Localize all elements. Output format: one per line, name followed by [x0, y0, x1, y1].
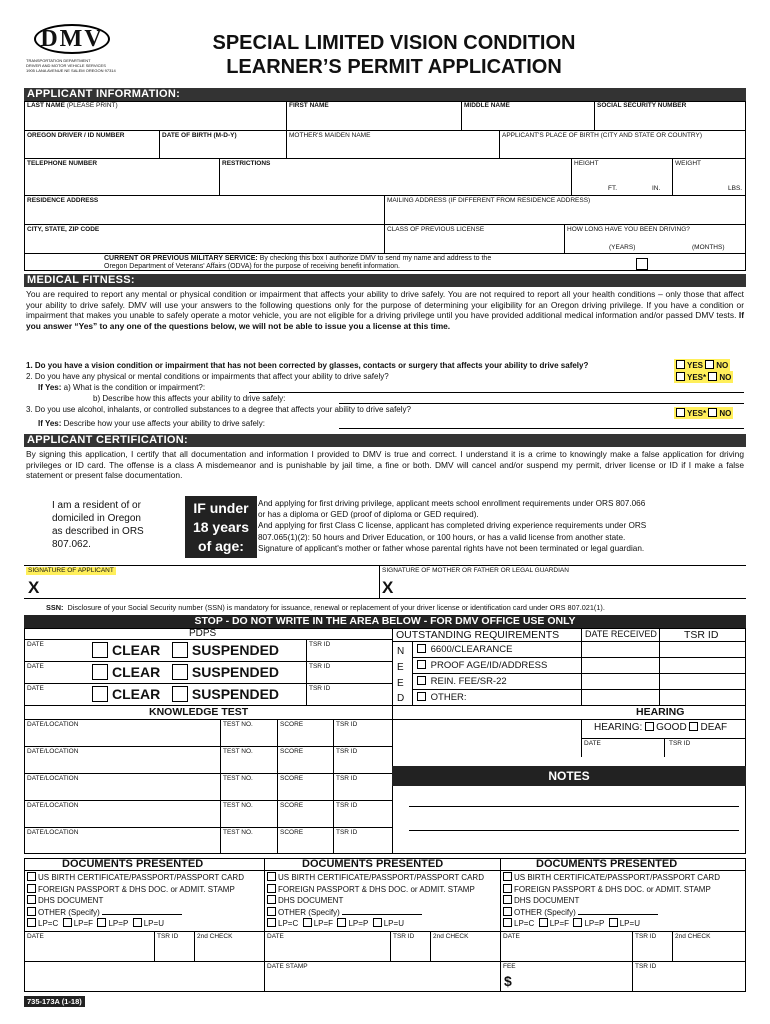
documents-title-1: DOCUMENTS PRESENTED [62, 858, 204, 870]
kt-row-1: DATE/LOCATION [27, 721, 79, 728]
hearing-options: HEARING: GOOD DEAF [594, 722, 728, 733]
knowledge-test-label: KNOWLEDGE TEST [149, 706, 249, 718]
doc2-lpf-checkbox[interactable] [303, 918, 312, 927]
doc3-lpc-checkbox[interactable] [503, 918, 512, 927]
title-line-2: LEARNER’S PERMIT APPLICATION [226, 56, 562, 78]
doc1-dhs-checkbox[interactable] [27, 895, 36, 904]
q2b-answer-line[interactable] [339, 403, 744, 404]
applicant-info-header: APPLICANT INFORMATION: [24, 88, 746, 101]
doc1-other-checkbox[interactable] [27, 907, 36, 916]
documents-title-2: DOCUMENTS PRESENTED [302, 858, 444, 870]
question-2: 2. Do you have any physical or mental conditions or impairments that affect your ability to drive safely? [26, 372, 389, 381]
doc3-lpu-checkbox[interactable] [609, 918, 618, 927]
military-checkbox[interactable] [636, 258, 648, 270]
q2-no-checkbox[interactable] [708, 372, 717, 381]
doc2-foreign-passport-checkbox[interactable] [267, 884, 276, 893]
applicant-signature-field[interactable]: X [28, 578, 40, 597]
mailing-address-field[interactable]: MAILING ADDRESS (IF DIFFERENT FROM RESIDENCE ADDRESS) [387, 197, 591, 204]
doc3-birth-cert-checkbox[interactable] [503, 872, 512, 881]
applicant-signature-label: SIGNATURE OF APPLICANT [28, 567, 114, 574]
pdps-row-1: CLEAR SUSPENDED [92, 642, 279, 658]
doc3-foreign-passport-checkbox[interactable] [503, 884, 512, 893]
kt-row-3: DATE/LOCATION [27, 775, 79, 782]
last-name-field[interactable]: LAST NAME (PLEASE PRINT) [27, 102, 118, 109]
certification-header: APPLICANT CERTIFICATION: [24, 434, 746, 447]
doc2-lpp-checkbox[interactable] [337, 918, 346, 927]
fee-label: FEE [503, 963, 516, 970]
req-other: OTHER: [417, 692, 467, 703]
tsr-id-header: TSR ID [684, 629, 719, 641]
fee-dollar[interactable]: $ [504, 973, 512, 989]
certification-text: By signing this application, I certify that all documentation and information I provided to DMV is true and correct. I understand it is a crime to knowingly make a false application for driving privileges or ID card. The offense is a class A misdemeanor and is punishable by jail time, a fine or both. DMV will cancel and/or suspend my permit, driver license or ID if I make a false statement or present false documentation. [26, 449, 744, 481]
dob-field[interactable]: DATE OF BIRTH (M-D-Y) [162, 132, 237, 139]
clear-checkbox-3[interactable] [92, 686, 108, 702]
dmv-logo-mark: DMV [34, 24, 110, 54]
date-received-label: DATE RECEIVED [585, 629, 657, 639]
doc3-lpp-checkbox[interactable] [573, 918, 582, 927]
military-service-text: CURRENT OR PREVIOUS MILITARY SERVICE: By checking this box I authorize DMV to send my name and address to the Oregon Department of Veterans' Affairs (ODVA) for the purpose of receiving benefit information. [104, 255, 492, 270]
under-18-text: And applying for first driving privilege, applicant meets school enrollment requirements under ORS 807.066 or has a diploma or GED (proof of diploma or GED required). And applying for first Class C license, applicant has completed driving experience requirements under ORS 807.065(1)(2): 50 hours and Driver Education, or 100 hours, or has a valid license from another state. Signature of applicant's mother or father whose parental rights have not been terminated or legal guardian. [258, 499, 647, 553]
doc1-lpu-checkbox[interactable] [133, 918, 142, 927]
birthplace-field[interactable]: APPLICANT'S PLACE OF BIRTH (CITY AND STATE OR COUNTRY) [502, 132, 703, 139]
middle-name-field[interactable]: MIDDLE NAME [464, 102, 510, 109]
q3-no-checkbox[interactable] [708, 408, 717, 417]
doc3-lpf-checkbox[interactable] [539, 918, 548, 927]
req-proof: PROOF AGE/ID/ADDRESS [417, 660, 547, 671]
title-line-1: SPECIAL LIMITED VISION CONDITION [212, 32, 576, 54]
req-rein-fee: REIN. FEE/SR-22 [417, 676, 507, 687]
how-long-driving-field[interactable]: HOW LONG HAVE YOU BEEN DRIVING? [567, 226, 690, 233]
hearing-label: HEARING [636, 706, 685, 718]
pdps-row-3: CLEAR SUSPENDED [92, 686, 279, 702]
q2-yes-checkbox[interactable] [676, 372, 685, 381]
question-2b: b) Describe how this affects your ability to drive safely: [93, 394, 286, 403]
ssn-disclosure: SSN: Disclosure of your Social Security number (SSN) is mandatory for issuance, renewal or replacement of your driver license or identification card under ORS 807.021(1). [46, 603, 605, 612]
kt-row-4: DATE/LOCATION [27, 802, 79, 809]
doc1-items: US BIRTH CERTIFICATE/PASSPORT/PASSPORT CARD FOREIGN PASSPORT & DHS DOC. or ADMIT. STAMP DHS DOCUMENT OTHER (Specify) LP=C LP=F LP=P LP=U [27, 872, 244, 930]
doc1-lpf-checkbox[interactable] [63, 918, 72, 927]
req-6600-checkbox[interactable] [417, 644, 426, 653]
form-page: DMV TRANSPORTATION DEPARTMENT DRIVER AND MOTOR VEHICLE SERVICES 1905 LANA AVENUE NE SALEM OREGON 97314 SPECIAL LIMITED VISION CONDITION LEARNER’S PERMIT APPLICATION APPLICANT INFORMATION: LAST NAME (PLEASE PRINT) FIRST NAME MIDDLE NAME SOCIAL SECURITY NUMBER OREGON DRIVER / ID NUMBER DATE OF BIRTH (M-D-Y) MOTHER'S MAIDEN NAME APPLICANT'S PLACE OF BIRTH (CITY AND STATE OR COUNTRY) TELEPHONE NUMBER RESTRICTIONS HEIGHT FT. IN. WEIGHT LBS. RESIDENCE ADDRESS MAILING ADDRESS (IF DIFFERENT FROM RESIDENCE ADDRESS) CITY, STATE, ZIP CODE CLASS OF PREVIOUS LICENSE HOW LONG HAVE YOU BEEN DRIVING? (YEARS) (MONTHS) CURRENT OR PREVIOUS MILITARY SERVICE: By checking this box I authorize DMV to send my name and address to the Oregon Department of Veterans' Affairs (ODVA) for the purpose of receiving benefit information. MEDICAL FITNESS: You are required to report any mental or physical condition or impairment that affects your ability to drive safely. You are not required to report all your health conditions – only those that affect your ability to drive safely. DMV will use your answers to the following questions only for the purpose of determining your eligibility for an Oregon driving privilege. If you have a condition or impairment that makes you unable to safely operate a motor vehicle, you are not eligible for a driving privilege until you have provided additional medical information and/or passed DMV tests. If you answer “Yes” to any one of the questions below, we will not be able to issue you a license at this time. 1. Do you have a vision condition or impairment that has not been corrected by glasses, contacts or surgery that affects your ability to drive safely? YES NO 2. Do you have any physical or mental conditions or impairments that affect your ability to drive safely? YES* NO If Yes: a) What is the condition or impairment?: b) Describe how this affects your ability to drive safely: 3. Do you use alcohol, inhalants, or controlled substances to a degree that affects your ability to drive safely? YES* NO If Yes: Describe how your use affects your ability to drive safely: APPLICANT CERTIFICATION: By signing this application, I certify that all documentation and information I provided to DMV is true and correct. I understand it is a crime to knowingly make a false application for driving privileges or ID card. The offense is a class A misdemeanor and is punishable by jail time, a fine or both. DMV will cancel and/or suspend my permit, driver license or ID if I make a false statement or present false documentation. I am a resident of or domiciled in Oregon as described in ORS 807.062. IF under 18 years of age: And applying for first driving privilege, applicant meets school enrollment requirements under ORS 807.066 or has a diploma or GED (proof of diploma or GED required). And applying for first Class C license, applicant has completed driving experience requirements under ORS 807.065(1)(2): 50 hours and Driver Education, or 100 hours, or has a valid license from another state. Signature of applicant's mother or father whose parental rights have not been terminated or legal guardian. SIGNATURE OF APPLICANT X SIGNATURE OF MOTHER OR FATHER OR LEGAL GUARDIAN X SSN: Disclosure of your Social Security number (SSN) is mandatory for issuance, renewal or replacement of your driver license or identification card under ORS 807.021(1). STOP - DO NOT WRITE IN THE AREA BELOW - FOR DMV OFFICE USE ONLY PDPS DATE CLEAR SUSPENDED TSR ID DATE CLEAR SUSPENDED TSR ID DATE CLEAR SUSPENDED TSR ID OUTSTANDING REQUIREMENTS DATE RECEIVED TSR ID N E E D 6600/CLEARANCE PROOF AGE/ID/ADDRESS REIN. FEE/SR-22 OTHER: KNOWLEDGE TEST DATE/LOCATION TEST NO. SCORE TSR ID DATE/LOCATION TEST NO. SCORE TSR ID DATE/LOCATION TEST NO. SCORE TSR ID DATE/LOCATION TEST NO. SCORE TSR ID DATE/LOCATION TEST NO. SCORE TSR ID HEARING HEARING: GOOD DEAF DATE TSR ID NOTES DOCUMENTS PRESENTED US BIRTH CERTIFICATE/PASSPORT/PASSPORT CARD FOREIGN PASSPORT & DHS DOC. or ADMIT. STAMP DHS DOCUMENT OTHER (Specify) LP=C LP=F LP=P LP=U DATE TSR ID 2nd CHECK DOCUMENTS PRESENTED US BIRTH CERTIFICATE/PASSPORT/PASSPORT CARD FOREIGN PASSPORT & DHS DOC. or ADMIT. STAMP DHS DOCUMENT OTHER (Specify) LP=C LP=F LP=P LP=U DATE TSR ID 2nd CHECK DATE STAMP DOCUMENTS PRESENTED US BIRTH CERTIFICATE/PASSPORT/PASSPORT CARD FOREIGN PASSPORT & DHS DOC. or ADMIT. STAMP DHS DOCUMENT OTHER (Specify) LP=C LP=F LP=P LP=U DATE TSR ID 2nd CHECK FEE $ TSR ID 735-173A (1-18) [24, 22, 746, 1006]
question-1: 1. Do you have a vision condition or impairment that has not been corrected by glasses, contacts or surgery that affects your ability to drive safely? [26, 361, 589, 370]
doc2-lpu-checkbox[interactable] [373, 918, 382, 927]
notes-header: NOTES [392, 766, 746, 786]
parent-signature-label: SIGNATURE OF MOTHER OR FATHER OR LEGAL GUARDIAN [382, 567, 569, 574]
suspended-checkbox-1[interactable] [172, 642, 188, 658]
ssn-field[interactable]: SOCIAL SECURITY NUMBER [597, 102, 687, 109]
doc1-lpc-checkbox[interactable] [27, 918, 36, 927]
q3-yes-no: YES* NO [674, 407, 733, 419]
doc1-lpp-checkbox[interactable] [97, 918, 106, 927]
date-stamp-label: DATE STAMP [267, 963, 308, 970]
office-use-banner: STOP - DO NOT WRITE IN THE AREA BELOW - FOR DMV OFFICE USE ONLY [24, 615, 746, 628]
medical-fitness-header: MEDICAL FITNESS: [24, 274, 746, 287]
doc3-items: US BIRTH CERTIFICATE/PASSPORT/PASSPORT CARD FOREIGN PASSPORT & DHS DOC. or ADMIT. STAMP DHS DOCUMENT OTHER (Specify) LP=C LP=F LP=P LP=U [503, 872, 720, 930]
req-proof-checkbox[interactable] [417, 660, 426, 669]
q1-no-checkbox[interactable] [705, 360, 714, 369]
maiden-name-field[interactable]: MOTHER'S MAIDEN NAME [289, 132, 371, 139]
doc2-other-checkbox[interactable] [267, 907, 276, 916]
q3-yes-checkbox[interactable] [676, 408, 685, 417]
q2a-answer-line[interactable] [249, 392, 744, 393]
pdps-date-1: DATE [27, 641, 44, 648]
documents-title-3: DOCUMENTS PRESENTED [536, 858, 678, 870]
pdps-row-2: CLEAR SUSPENDED [92, 664, 279, 680]
doc3-other-checkbox[interactable] [503, 907, 512, 916]
kt-row-5: DATE/LOCATION [27, 829, 79, 836]
pdps-date-2: DATE [27, 663, 44, 670]
question-3a: If Yes: Describe how your use affects your ability to drive safely: [38, 419, 265, 428]
first-name-field[interactable]: FIRST NAME [289, 102, 329, 109]
doc2-items: US BIRTH CERTIFICATE/PASSPORT/PASSPORT CARD FOREIGN PASSPORT & DHS DOC. or ADMIT. STAMP DHS DOCUMENT OTHER (Specify) LP=C LP=F LP=P LP=U [267, 872, 484, 930]
doc1-birth-cert-checkbox[interactable] [27, 872, 36, 881]
resident-statement: I am a resident of or domiciled in Oregon as described in ORS 807.062. [52, 500, 144, 550]
dl-number-field[interactable]: OREGON DRIVER / ID NUMBER [27, 132, 125, 139]
req-other-checkbox[interactable] [417, 692, 426, 701]
hearing-deaf-checkbox[interactable] [689, 722, 698, 731]
notes-line-1[interactable] [409, 806, 739, 807]
pdps-date-3: DATE [27, 685, 44, 692]
hearing-good-checkbox[interactable] [645, 722, 654, 731]
q2-yes-no: YES* NO [674, 371, 733, 383]
doc3-dhs-checkbox[interactable] [503, 895, 512, 904]
suspended-checkbox-2[interactable] [172, 664, 188, 680]
restrictions-field[interactable]: RESTRICTIONS [222, 160, 271, 167]
req-rein-checkbox[interactable] [417, 676, 426, 685]
class-previous-license-field[interactable]: CLASS OF PREVIOUS LICENSE [387, 226, 485, 233]
q3a-answer-line[interactable] [339, 428, 744, 429]
outstanding-requirements-label: OUTSTANDING REQUIREMENTS [396, 629, 560, 641]
residence-address-field[interactable]: RESIDENCE ADDRESS [27, 197, 99, 204]
parent-signature-field[interactable]: X [382, 578, 394, 597]
clear-checkbox-2[interactable] [92, 664, 108, 680]
weight-field[interactable]: WEIGHT [675, 160, 701, 167]
doc1-foreign-passport-checkbox[interactable] [27, 884, 36, 893]
city-state-zip-field[interactable]: CITY, STATE, ZIP CODE [27, 226, 100, 233]
notes-line-2[interactable] [409, 830, 739, 831]
req-6600: 6600/CLEARANCE [417, 644, 513, 655]
question-3: 3. Do you use alcohol, inhalants, or controlled substances to a degree that affects your ability to drive safely? [26, 405, 411, 414]
applicant-info-grid [24, 101, 746, 271]
doc2-lpc-checkbox[interactable] [267, 918, 276, 927]
q1-yes-checkbox[interactable] [676, 360, 685, 369]
question-2a: If Yes: a) What is the condition or impairment?: [38, 383, 206, 392]
telephone-field[interactable]: TELEPHONE NUMBER [27, 160, 98, 167]
suspended-checkbox-3[interactable] [172, 686, 188, 702]
height-field[interactable]: HEIGHT [574, 160, 599, 167]
dmv-logo: DMV TRANSPORTATION DEPARTMENT DRIVER AND MOTOR VEHICLE SERVICES 1905 LANA AVENUE NE SALEM OREGON 97314 [26, 26, 116, 73]
kt-row-2: DATE/LOCATION [27, 748, 79, 755]
clear-checkbox-1[interactable] [92, 642, 108, 658]
doc2-dhs-checkbox[interactable] [267, 895, 276, 904]
form-number: 735-173A (1-18) [24, 996, 85, 1007]
medical-intro: You are required to report any mental or physical condition or impairment that affects your ability to drive safely. You are not required to report all your health conditions – only those that affect your ability to drive safely. DMV will use your answers to the following questions only for the purpose of determining your eligibility for an Oregon driving privilege. If you have a condition or impairment that makes you unable to safely operate a motor vehicle, you are not eligible for a driving privilege until you have provided additional medical information and/or passed DMV tests. If you answer “Yes” to any one of the questions below, we will not be able to issue you a license at this time. [26, 289, 744, 331]
if-under-18-box: IF under 18 years of age: [185, 496, 257, 558]
q1-yes-no: YES NO [674, 359, 730, 371]
pdps-label: PDPS [189, 628, 217, 639]
doc2-birth-cert-checkbox[interactable] [267, 872, 276, 881]
